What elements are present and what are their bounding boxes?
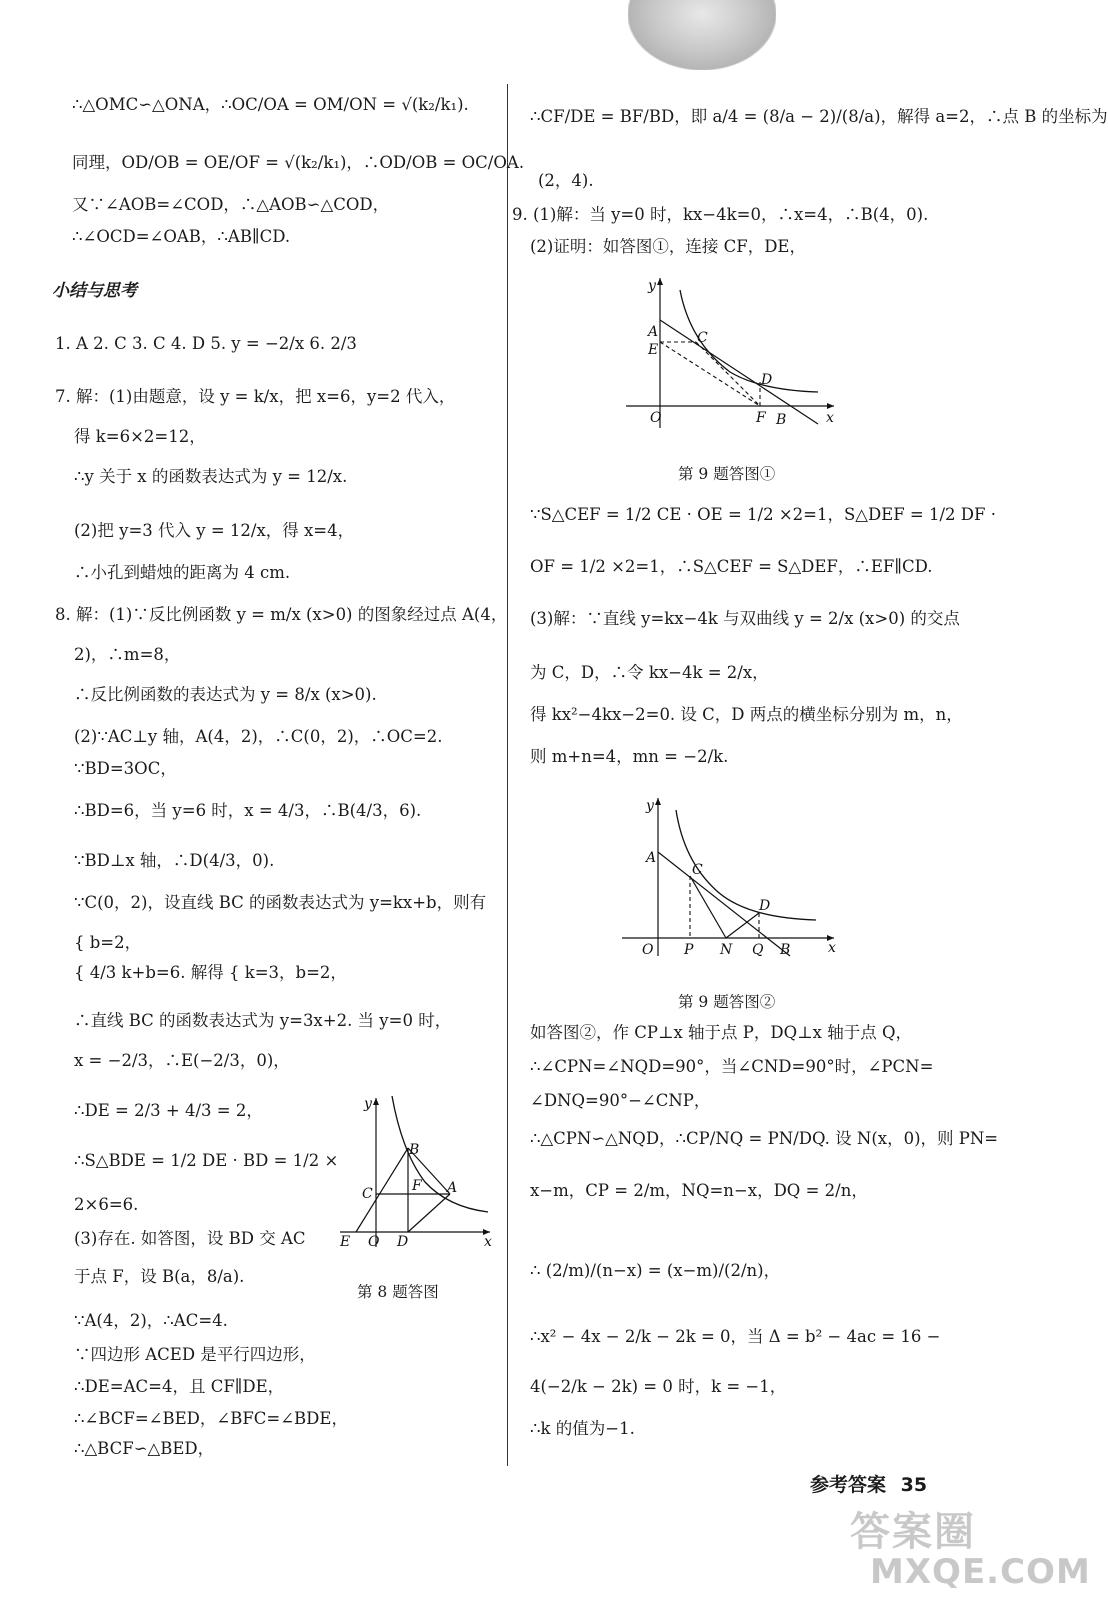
- fig9a-label-f: F: [756, 410, 766, 426]
- right-line-1: ∴CF/DE = BF/BD，即 a/4 = (8/a − 2)/(8/a)，解得 a=2，∴点 B 的坐标为: [530, 107, 1108, 126]
- q7-line-1: 7. 解：(1)由题意，设 y = k/x，把 x=6，y=2 代入，: [55, 387, 456, 406]
- watermark-logo: [850, 1500, 1091, 1595]
- q9-line-5: (3)解：∵直线 y=kx−4k 与双曲线 y = 2/x (x>0) 的交点: [530, 609, 960, 628]
- fig9a-caption: 第 9 题答图①: [678, 465, 776, 483]
- fig9b-caption: 第 9 题答图②: [678, 993, 776, 1011]
- q8-line-22: ∴△BCF∽△BED，: [74, 1439, 215, 1458]
- q8-line-15: 2×6=6.: [74, 1195, 139, 1214]
- fig8-label-a: A: [447, 1180, 458, 1196]
- fig9a-label-e: E: [648, 342, 659, 358]
- fig8-label-d: D: [397, 1234, 409, 1250]
- fig9b-label-y: y: [646, 798, 654, 814]
- q8-line-19: ∵四边形 ACED 是平行四边形，: [74, 1345, 316, 1364]
- fig9b-label-q: Q: [752, 942, 764, 958]
- q8-line-7: ∵BD⊥x 轴，∴D(4/3，0).: [74, 851, 275, 870]
- q9-line-13: x−m，CP = 2/m，NQ=n−x，DQ = 2/n，: [530, 1181, 868, 1200]
- q8-line-21: ∴∠BCF=∠BED，∠BFC=∠BDE，: [74, 1409, 348, 1428]
- figure-9-2: [618, 792, 843, 960]
- choice-answers: 1. A 2. C 3. C 4. D 5. y = −2/x 6. 2/3: [55, 334, 357, 353]
- left-line-3: 又∵∠AOB=∠COD，∴△AOB∽△COD，: [72, 195, 390, 214]
- q8-line-17: 于点 F，设 B(a，8/a).: [74, 1267, 245, 1286]
- fig8-label-b: B: [409, 1142, 420, 1158]
- fig9b-label-d: D: [759, 898, 771, 914]
- q7-line-2: 得 k=6×2=12，: [74, 427, 206, 446]
- q9-line-14: ∴ (2/m)/(n−x) = (x−m)/(2/n)，: [530, 1261, 781, 1280]
- q8-line-1: 8. 解：(1)∵反比例函数 y = m/x (x>0) 的图象经过点 A(4，: [55, 605, 508, 624]
- q8-line-8: ∵C(0，2)，设直线 BC 的函数表达式为 y=kx+b，则有: [74, 893, 487, 912]
- q9-line-11: ∠DNQ=90°−∠CNP，: [530, 1091, 711, 1110]
- fig9b-label-a: A: [646, 850, 657, 866]
- fig8-label-e: E: [340, 1234, 351, 1250]
- q8-line-11: ∴直线 BC 的函数表达式为 y=3x+2. 当 y=0 时，: [74, 1011, 452, 1030]
- q9-line-1: 9. (1)解：当 y=0 时，kx−4k=0，∴x=4，∴B(4，0).: [512, 205, 929, 224]
- fig9a-label-a: A: [648, 324, 659, 340]
- q9-line-17: ∴k 的值为−1.: [530, 1419, 635, 1438]
- left-line-1: ∴△OMC∽△ONA，∴OC/OA = OM/ON = √(k₂/k₁).: [72, 95, 469, 114]
- q8-line-2: 2)，∴m=8，: [74, 645, 181, 664]
- q8-line-16: (3)存在. 如答图，设 BD 交 AC: [74, 1229, 306, 1248]
- fig8-label-f: F: [412, 1178, 422, 1194]
- q8-line-6: ∴BD=6，当 y=6 时，x = 4/3，∴B(4/3，6).: [74, 801, 422, 820]
- fig8-label-y: y: [364, 1096, 372, 1112]
- q9-line-4: OF = 1/2 ×2=1，∴S△CEF = S△DEF，∴EF∥CD.: [530, 557, 933, 576]
- q7-line-3: ∴y 关于 x 的函数表达式为 y = 12/x.: [74, 467, 348, 486]
- q8-line-13: ∴DE = 2/3 + 4/3 = 2，: [74, 1101, 263, 1120]
- fig9a-label-d: D: [761, 372, 773, 388]
- watermark-top-text: 答案圈: [850, 1509, 976, 1555]
- q9-line-12: ∴△CPN∽△NQD，∴CP/NQ = PN/DQ. 设 N(x，0)，则 PN=: [530, 1129, 999, 1148]
- fig9a-label-c: C: [697, 330, 708, 346]
- left-line-4: ∴∠OCD=∠OAB，∴AB∥CD.: [72, 227, 291, 246]
- fig9b-label-c: C: [692, 862, 703, 878]
- q9-line-10: ∴∠CPN=∠NQD=90°，当∠CND=90°时，∠PCN=: [530, 1057, 934, 1076]
- fig9b-label-p: P: [684, 942, 694, 958]
- footer-label: 参考答案: [810, 1474, 887, 1496]
- q7-line-4: (2)把 y=3 代入 y = 12/x，得 x=4，: [74, 521, 355, 540]
- q9-line-15: ∴x² − 4x − 2/k − 2k = 0，当 Δ = b² − 4ac = 16 −: [530, 1327, 941, 1346]
- page-number: 35: [900, 1474, 928, 1496]
- fig9a-label-x: x: [826, 410, 834, 426]
- q9-line-8: 则 m+n=4，mn = −2/k.: [530, 747, 729, 766]
- q9-line-7: 得 kx²−4kx−2=0. 设 C，D 两点的横坐标分别为 m，n，: [530, 705, 963, 724]
- fig9a-label-b: B: [776, 412, 787, 428]
- left-line-2: 同理，OD/OB = OE/OF = √(k₂/k₁)，∴OD/OB = OC/OA.: [72, 153, 525, 172]
- fig9a-label-y: y: [648, 278, 656, 294]
- fig8-label-x: x: [484, 1234, 492, 1250]
- right-line-2: (2，4).: [538, 171, 594, 190]
- fig9b-label-b: B: [780, 942, 791, 958]
- fig8-label-o: O: [368, 1234, 380, 1250]
- column-divider: [507, 84, 508, 1466]
- q8-line-12: x = −2/3，∴E(−2/3，0)，: [74, 1051, 290, 1070]
- q8-line-3: ∴反比例函数的表达式为 y = 8/x (x>0).: [74, 685, 377, 704]
- q8-line-10: { 4/3 k+b=6. 解得 { k=3，b=2，: [74, 963, 347, 982]
- figure-9-1: [620, 272, 842, 430]
- fig9b-label-x: x: [828, 940, 836, 956]
- fig9a-label-o: O: [650, 410, 662, 426]
- q9-line-9: 如答图②，作 CP⊥x 轴于点 P，DQ⊥x 轴于点 Q，: [530, 1023, 912, 1042]
- figure-8: [330, 1092, 500, 1252]
- q8-line-5: ∵BD=3OC，: [74, 759, 177, 778]
- q8-line-18: ∵A(4，2)，∴AC=4.: [74, 1311, 228, 1330]
- q9-line-16: 4(−2/k − 2k) = 0 时，k = −1，: [530, 1377, 787, 1396]
- page-footer: [810, 1470, 927, 1497]
- fig9b-label-n: N: [720, 942, 733, 958]
- fig8-caption: 第 8 题答图: [357, 1283, 439, 1301]
- q8-line-4: (2)∵AC⊥y 轴，A(4，2)，∴C(0，2)，∴OC=2.: [74, 727, 443, 746]
- q9-line-6: 为 C，D，∴令 kx−4k = 2/x，: [530, 663, 769, 682]
- q8-line-20: ∴DE=AC=4，且 CF∥DE，: [74, 1377, 285, 1396]
- fig9b-label-o: O: [642, 942, 654, 958]
- watermark-bottom-text: MXQE.COM: [870, 1552, 1091, 1592]
- q8-line-14: ∴S△BDE = 1/2 DE · BD = 1/2 ×: [74, 1151, 339, 1170]
- section-heading: 小结与思考: [52, 281, 137, 301]
- q7-line-5: ∴小孔到蜡烛的距离为 4 cm.: [74, 563, 291, 582]
- q9-line-2: (2)证明：如答图①，连接 CF，DE，: [530, 237, 806, 256]
- q9-line-3: ∵S△CEF = 1/2 CE · OE = 1/2 ×2=1，S△DEF = 1/2 DF ·: [530, 505, 996, 524]
- page-tab-decoration: [628, 0, 776, 70]
- fig8-label-c: C: [362, 1186, 373, 1202]
- q8-line-9: { b=2，: [74, 933, 142, 952]
